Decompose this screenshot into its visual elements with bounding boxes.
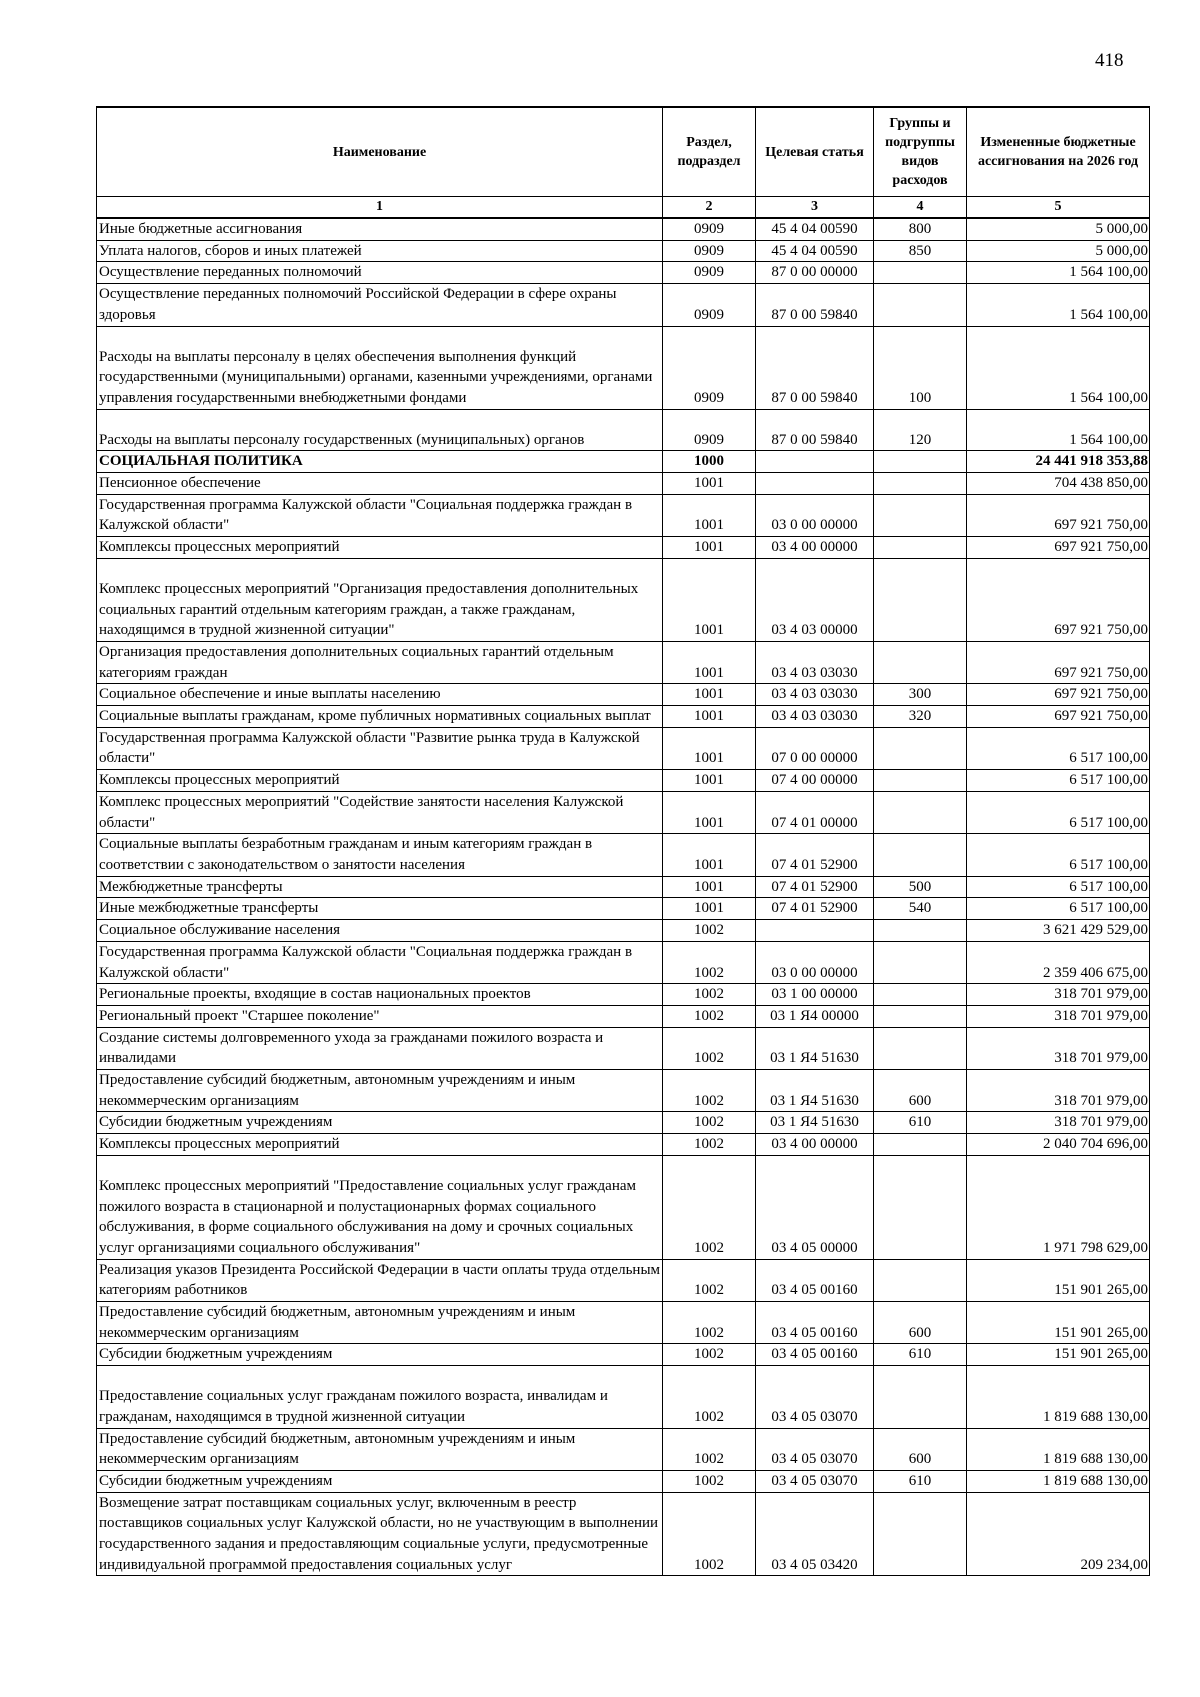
row-amount-cell: 151 901 265,00 xyxy=(967,1344,1150,1366)
row-group-cell xyxy=(874,451,967,473)
row-section-cell: 1002 xyxy=(663,920,756,942)
row-section-cell: 1001 xyxy=(663,473,756,495)
row-group-cell xyxy=(874,770,967,792)
row-name-cell: Комплексы процессных мероприятий xyxy=(97,1134,663,1156)
header-name: Наименование xyxy=(97,107,663,197)
row-section-cell: 1002 xyxy=(663,1005,756,1027)
table-row xyxy=(97,706,1150,728)
row-target-cell: 03 0 00 00000 xyxy=(756,941,874,983)
row-target-cell: 87 0 00 00000 xyxy=(756,262,874,284)
row-amount-cell: 2 040 704 696,00 xyxy=(967,1134,1150,1156)
row-group-cell xyxy=(874,984,967,1006)
table-row xyxy=(97,1155,1150,1259)
row-amount-cell: 6 517 100,00 xyxy=(967,898,1150,920)
table-row xyxy=(97,727,1150,769)
column-number: 2 xyxy=(663,197,756,219)
column-number: 3 xyxy=(756,197,874,219)
row-section-cell: 1002 xyxy=(663,1492,756,1576)
row-name-cell: Субсидии бюджетным учреждениям xyxy=(97,1112,663,1134)
row-name-cell: Предоставление субсидий бюджетным, автономным учреждениям и иным некоммерческим организациям xyxy=(97,1428,663,1470)
row-target-cell: 03 4 00 00000 xyxy=(756,1134,874,1156)
row-name-cell: Субсидии бюджетным учреждениям xyxy=(97,1344,663,1366)
row-section-cell: 1002 xyxy=(663,1027,756,1069)
table-row xyxy=(97,791,1150,833)
row-target-cell: 03 4 03 03030 xyxy=(756,684,874,706)
row-group-cell xyxy=(874,1027,967,1069)
row-target-cell: 03 4 05 00160 xyxy=(756,1259,874,1301)
row-amount-cell: 6 517 100,00 xyxy=(967,791,1150,833)
row-section-cell: 1001 xyxy=(663,791,756,833)
row-section-cell: 1001 xyxy=(663,558,756,641)
row-section-cell: 0909 xyxy=(663,326,756,409)
table-row xyxy=(97,326,1150,409)
row-name-cell: Комплексы процессных мероприятий xyxy=(97,770,663,792)
table-row xyxy=(97,1070,1150,1112)
table-row xyxy=(97,1112,1150,1134)
row-amount-cell: 1 564 100,00 xyxy=(967,326,1150,409)
table-row xyxy=(97,473,1150,495)
row-section-cell: 1002 xyxy=(663,941,756,983)
row-target-cell: 07 4 00 00000 xyxy=(756,770,874,792)
row-section-cell: 1002 xyxy=(663,1344,756,1366)
row-name-cell: Региональные проекты, входящие в состав национальных проектов xyxy=(97,984,663,1006)
row-amount-cell: 2 359 406 675,00 xyxy=(967,941,1150,983)
row-group-cell: 600 xyxy=(874,1070,967,1112)
row-section-cell: 1001 xyxy=(663,898,756,920)
row-name-cell: Пенсионное обеспечение xyxy=(97,473,663,495)
row-amount-cell: 5 000,00 xyxy=(967,218,1150,240)
table-row xyxy=(97,218,1150,240)
row-name-cell: Предоставление субсидий бюджетным, автономным учреждениям и иным некоммерческим организациям xyxy=(97,1070,663,1112)
header-target: Целевая статья xyxy=(756,107,874,197)
row-group-cell: 540 xyxy=(874,898,967,920)
row-target-cell: 03 4 03 03030 xyxy=(756,706,874,728)
row-name-cell: Социальное обеспечение и иные выплаты населению xyxy=(97,684,663,706)
row-target-cell: 03 1 00 00000 xyxy=(756,984,874,1006)
row-section-cell: 0909 xyxy=(663,218,756,240)
row-amount-cell: 697 921 750,00 xyxy=(967,558,1150,641)
row-section-cell: 0909 xyxy=(663,262,756,284)
row-section-cell: 1001 xyxy=(663,834,756,876)
row-name-cell: Возмещение затрат поставщикам социальных услуг, включенным в реестр поставщиков социальных услуг Калужской области, но не участвующим в выполнении государственного задания и предоставляющим социальные услуги, предусмотренные индивидуальной программой предоставления социальных услуг xyxy=(97,1492,663,1576)
row-target-cell: 07 0 00 00000 xyxy=(756,727,874,769)
row-amount-cell: 1 564 100,00 xyxy=(967,262,1150,284)
row-amount-cell: 1 564 100,00 xyxy=(967,284,1150,326)
row-target-cell: 87 0 00 59840 xyxy=(756,284,874,326)
row-amount-cell: 1 564 100,00 xyxy=(967,409,1150,451)
row-group-cell: 100 xyxy=(874,326,967,409)
row-section-cell: 1001 xyxy=(663,727,756,769)
row-amount-cell: 318 701 979,00 xyxy=(967,1027,1150,1069)
table-row xyxy=(97,684,1150,706)
row-target-cell: 03 1 Я4 51630 xyxy=(756,1027,874,1069)
row-section-cell: 1001 xyxy=(663,494,756,536)
row-amount-cell: 6 517 100,00 xyxy=(967,876,1150,898)
row-section-cell: 0909 xyxy=(663,284,756,326)
row-name-cell: Региональный проект "Старшее поколение" xyxy=(97,1005,663,1027)
table-row xyxy=(97,558,1150,641)
row-group-cell: 600 xyxy=(874,1428,967,1470)
table-row xyxy=(97,1302,1150,1344)
table-row xyxy=(97,494,1150,536)
row-amount-cell: 318 701 979,00 xyxy=(967,1112,1150,1134)
row-section-cell: 1002 xyxy=(663,1155,756,1259)
header-amount: Измененные бюджетные ассигнования на 2026 год xyxy=(967,107,1150,197)
row-section-cell: 1002 xyxy=(663,1070,756,1112)
row-section-cell: 1002 xyxy=(663,1366,756,1428)
row-target-cell xyxy=(756,920,874,942)
row-amount-cell: 697 921 750,00 xyxy=(967,537,1150,559)
row-target-cell: 07 4 01 52900 xyxy=(756,876,874,898)
row-target-cell: 03 4 05 00160 xyxy=(756,1302,874,1344)
column-number: 4 xyxy=(874,197,967,219)
row-section-cell: 1001 xyxy=(663,770,756,792)
row-section-cell: 1002 xyxy=(663,1428,756,1470)
row-group-cell: 500 xyxy=(874,876,967,898)
row-target-cell: 03 4 03 03030 xyxy=(756,641,874,683)
row-target-cell xyxy=(756,451,874,473)
row-section-cell: 1002 xyxy=(663,1259,756,1301)
row-target-cell: 03 1 Я4 51630 xyxy=(756,1070,874,1112)
row-name-cell: СОЦИАЛЬНАЯ ПОЛИТИКА xyxy=(97,451,663,473)
row-amount-cell: 209 234,00 xyxy=(967,1492,1150,1576)
row-target-cell: 03 4 05 00160 xyxy=(756,1344,874,1366)
row-amount-cell: 5 000,00 xyxy=(967,240,1150,262)
row-section-cell: 1002 xyxy=(663,1302,756,1344)
row-group-cell xyxy=(874,791,967,833)
row-section-cell: 1002 xyxy=(663,1112,756,1134)
row-name-cell: Государственная программа Калужской области "Социальная поддержка граждан в Калужской области" xyxy=(97,494,663,536)
row-section-cell: 1002 xyxy=(663,1470,756,1492)
row-amount-cell: 6 517 100,00 xyxy=(967,834,1150,876)
row-name-cell: Расходы на выплаты персоналу государственных (муниципальных) органов xyxy=(97,409,663,451)
row-group-cell xyxy=(874,284,967,326)
row-group-cell: 120 xyxy=(874,409,967,451)
row-section-cell: 1001 xyxy=(663,684,756,706)
row-group-cell xyxy=(874,1134,967,1156)
table-row xyxy=(97,451,1150,473)
row-amount-cell: 151 901 265,00 xyxy=(967,1259,1150,1301)
row-name-cell: Организация предоставления дополнительных социальных гарантий отдельным категориям граждан xyxy=(97,641,663,683)
row-group-cell: 850 xyxy=(874,240,967,262)
row-group-cell xyxy=(874,1366,967,1428)
table-body xyxy=(97,218,1150,1576)
row-target-cell: 03 4 05 03070 xyxy=(756,1428,874,1470)
row-name-cell: Социальное обслуживание населения xyxy=(97,920,663,942)
row-amount-cell: 697 921 750,00 xyxy=(967,706,1150,728)
row-group-cell: 610 xyxy=(874,1470,967,1492)
row-group-cell xyxy=(874,727,967,769)
row-target-cell: 03 4 05 03420 xyxy=(756,1492,874,1576)
row-section-cell: 1001 xyxy=(663,876,756,898)
table-row xyxy=(97,537,1150,559)
row-group-cell xyxy=(874,262,967,284)
row-group-cell xyxy=(874,473,967,495)
row-target-cell: 03 4 00 00000 xyxy=(756,537,874,559)
table-row xyxy=(97,1344,1150,1366)
row-target-cell: 03 0 00 00000 xyxy=(756,494,874,536)
table-row xyxy=(97,1027,1150,1069)
row-name-cell: Комплексы процессных мероприятий xyxy=(97,537,663,559)
row-group-cell xyxy=(874,1259,967,1301)
header-section: Раздел, подраздел xyxy=(663,107,756,197)
row-group-cell: 300 xyxy=(874,684,967,706)
row-amount-cell: 6 517 100,00 xyxy=(967,727,1150,769)
table-row xyxy=(97,770,1150,792)
row-target-cell: 03 4 05 03070 xyxy=(756,1470,874,1492)
row-amount-cell: 1 819 688 130,00 xyxy=(967,1366,1150,1428)
row-name-cell: Государственная программа Калужской области "Социальная поддержка граждан в Калужской области" xyxy=(97,941,663,983)
row-name-cell: Иные межбюджетные трансферты xyxy=(97,898,663,920)
row-name-cell: Осуществление переданных полномочий xyxy=(97,262,663,284)
table-row xyxy=(97,409,1150,451)
row-amount-cell: 697 921 750,00 xyxy=(967,641,1150,683)
row-amount-cell: 1 819 688 130,00 xyxy=(967,1470,1150,1492)
table-row xyxy=(97,876,1150,898)
table-header xyxy=(97,107,1150,218)
row-section-cell: 1002 xyxy=(663,984,756,1006)
row-section-cell: 0909 xyxy=(663,409,756,451)
row-target-cell: 03 4 03 00000 xyxy=(756,558,874,641)
table-row xyxy=(97,920,1150,942)
table-row xyxy=(97,1470,1150,1492)
row-group-cell: 320 xyxy=(874,706,967,728)
row-section-cell: 1001 xyxy=(663,641,756,683)
row-target-cell: 03 1 Я4 00000 xyxy=(756,1005,874,1027)
row-group-cell xyxy=(874,537,967,559)
row-group-cell xyxy=(874,494,967,536)
row-name-cell: Комплекс процессных мероприятий "Содействие занятости населения Калужской области" xyxy=(97,791,663,833)
table-row xyxy=(97,834,1150,876)
table-row xyxy=(97,641,1150,683)
row-name-cell: Уплата налогов, сборов и иных платежей xyxy=(97,240,663,262)
row-target-cell: 03 4 05 00000 xyxy=(756,1155,874,1259)
table-row xyxy=(97,984,1150,1006)
row-name-cell: Расходы на выплаты персоналу в целях обеспечения выполнения функций государственными (муниципальными) органами, казенными учреждениями, органами управления государственными внебюджетными фондами xyxy=(97,326,663,409)
row-group-cell xyxy=(874,920,967,942)
row-amount-cell: 151 901 265,00 xyxy=(967,1302,1150,1344)
row-name-cell: Предоставление субсидий бюджетным, автономным учреждениям и иным некоммерческим организациям xyxy=(97,1302,663,1344)
row-target-cell: 07 4 01 52900 xyxy=(756,834,874,876)
row-amount-cell: 1 819 688 130,00 xyxy=(967,1428,1150,1470)
row-section-cell: 1001 xyxy=(663,706,756,728)
row-amount-cell: 318 701 979,00 xyxy=(967,1070,1150,1112)
table-row xyxy=(97,262,1150,284)
row-name-cell: Государственная программа Калужской области "Развитие рынка труда в Калужской области" xyxy=(97,727,663,769)
row-name-cell: Иные бюджетные ассигнования xyxy=(97,218,663,240)
row-name-cell: Социальные выплаты безработным гражданам и иным категориям граждан в соответствии с законодательством о занятости населения xyxy=(97,834,663,876)
row-target-cell: 45 4 04 00590 xyxy=(756,218,874,240)
row-group-cell xyxy=(874,1155,967,1259)
row-amount-cell: 697 921 750,00 xyxy=(967,494,1150,536)
budget-table xyxy=(96,106,1150,1576)
row-name-cell: Реализация указов Президента Российской Федерации в части оплаты труда отдельным категориям работников xyxy=(97,1259,663,1301)
row-target-cell: 07 4 01 00000 xyxy=(756,791,874,833)
row-group-cell xyxy=(874,641,967,683)
row-target-cell: 87 0 00 59840 xyxy=(756,409,874,451)
row-amount-cell: 3 621 429 529,00 xyxy=(967,920,1150,942)
row-amount-cell: 1 971 798 629,00 xyxy=(967,1155,1150,1259)
row-name-cell: Социальные выплаты гражданам, кроме публичных нормативных социальных выплат xyxy=(97,706,663,728)
row-group-cell: 600 xyxy=(874,1302,967,1344)
row-target-cell: 07 4 01 52900 xyxy=(756,898,874,920)
row-amount-cell: 318 701 979,00 xyxy=(967,1005,1150,1027)
table-row xyxy=(97,1134,1150,1156)
row-group-cell xyxy=(874,834,967,876)
row-amount-cell: 697 921 750,00 xyxy=(967,684,1150,706)
row-group-cell: 610 xyxy=(874,1112,967,1134)
row-name-cell: Комплекс процессных мероприятий "Предоставление социальных услуг гражданам пожилого возраста в стационарной и полустационарных формах социального обслуживания, в форме социального обслуживания на дому и срочных социальных услуг организациями социального обслуживания" xyxy=(97,1155,663,1259)
row-amount-cell: 318 701 979,00 xyxy=(967,984,1150,1006)
table-row xyxy=(97,240,1150,262)
row-target-cell: 87 0 00 59840 xyxy=(756,326,874,409)
row-group-cell: 610 xyxy=(874,1344,967,1366)
row-target-cell: 03 4 05 03070 xyxy=(756,1366,874,1428)
row-group-cell xyxy=(874,1005,967,1027)
row-name-cell: Межбюджетные трансферты xyxy=(97,876,663,898)
table-row xyxy=(97,284,1150,326)
row-section-cell: 1001 xyxy=(663,537,756,559)
row-group-cell xyxy=(874,558,967,641)
table-row xyxy=(97,1005,1150,1027)
table-row xyxy=(97,941,1150,983)
header-group: Группы и подгруппы видов расходов xyxy=(874,107,967,197)
row-group-cell: 800 xyxy=(874,218,967,240)
row-section-cell: 1002 xyxy=(663,1134,756,1156)
row-amount-cell: 6 517 100,00 xyxy=(967,770,1150,792)
table-row xyxy=(97,1259,1150,1301)
row-section-cell: 0909 xyxy=(663,240,756,262)
row-amount-cell: 24 441 918 353,88 xyxy=(967,451,1150,473)
column-number: 1 xyxy=(97,197,663,219)
row-name-cell: Субсидии бюджетным учреждениям xyxy=(97,1470,663,1492)
table-row xyxy=(97,898,1150,920)
row-name-cell: Осуществление переданных полномочий Российской Федерации в сфере охраны здоровья xyxy=(97,284,663,326)
row-section-cell: 1000 xyxy=(663,451,756,473)
table-row xyxy=(97,1492,1150,1576)
row-group-cell xyxy=(874,1492,967,1576)
row-name-cell: Создание системы долговременного ухода за гражданами пожилого возраста и инвалидами xyxy=(97,1027,663,1069)
row-name-cell: Комплекс процессных мероприятий "Организация предоставления дополнительных социальных гарантий отдельным категориям граждан, а также гражданам, находящимся в трудной жизненной ситуации" xyxy=(97,558,663,641)
table-row xyxy=(97,1428,1150,1470)
column-number: 5 xyxy=(967,197,1150,219)
row-target-cell: 45 4 04 00590 xyxy=(756,240,874,262)
row-name-cell: Предоставление социальных услуг гражданам пожилого возраста, инвалидам и гражданам, находящимся в трудной жизненной ситуации xyxy=(97,1366,663,1428)
row-target-cell xyxy=(756,473,874,495)
row-amount-cell: 704 438 850,00 xyxy=(967,473,1150,495)
row-group-cell xyxy=(874,941,967,983)
row-target-cell: 03 1 Я4 51630 xyxy=(756,1112,874,1134)
table-row xyxy=(97,1366,1150,1428)
page-number: 418 xyxy=(1095,50,1124,71)
